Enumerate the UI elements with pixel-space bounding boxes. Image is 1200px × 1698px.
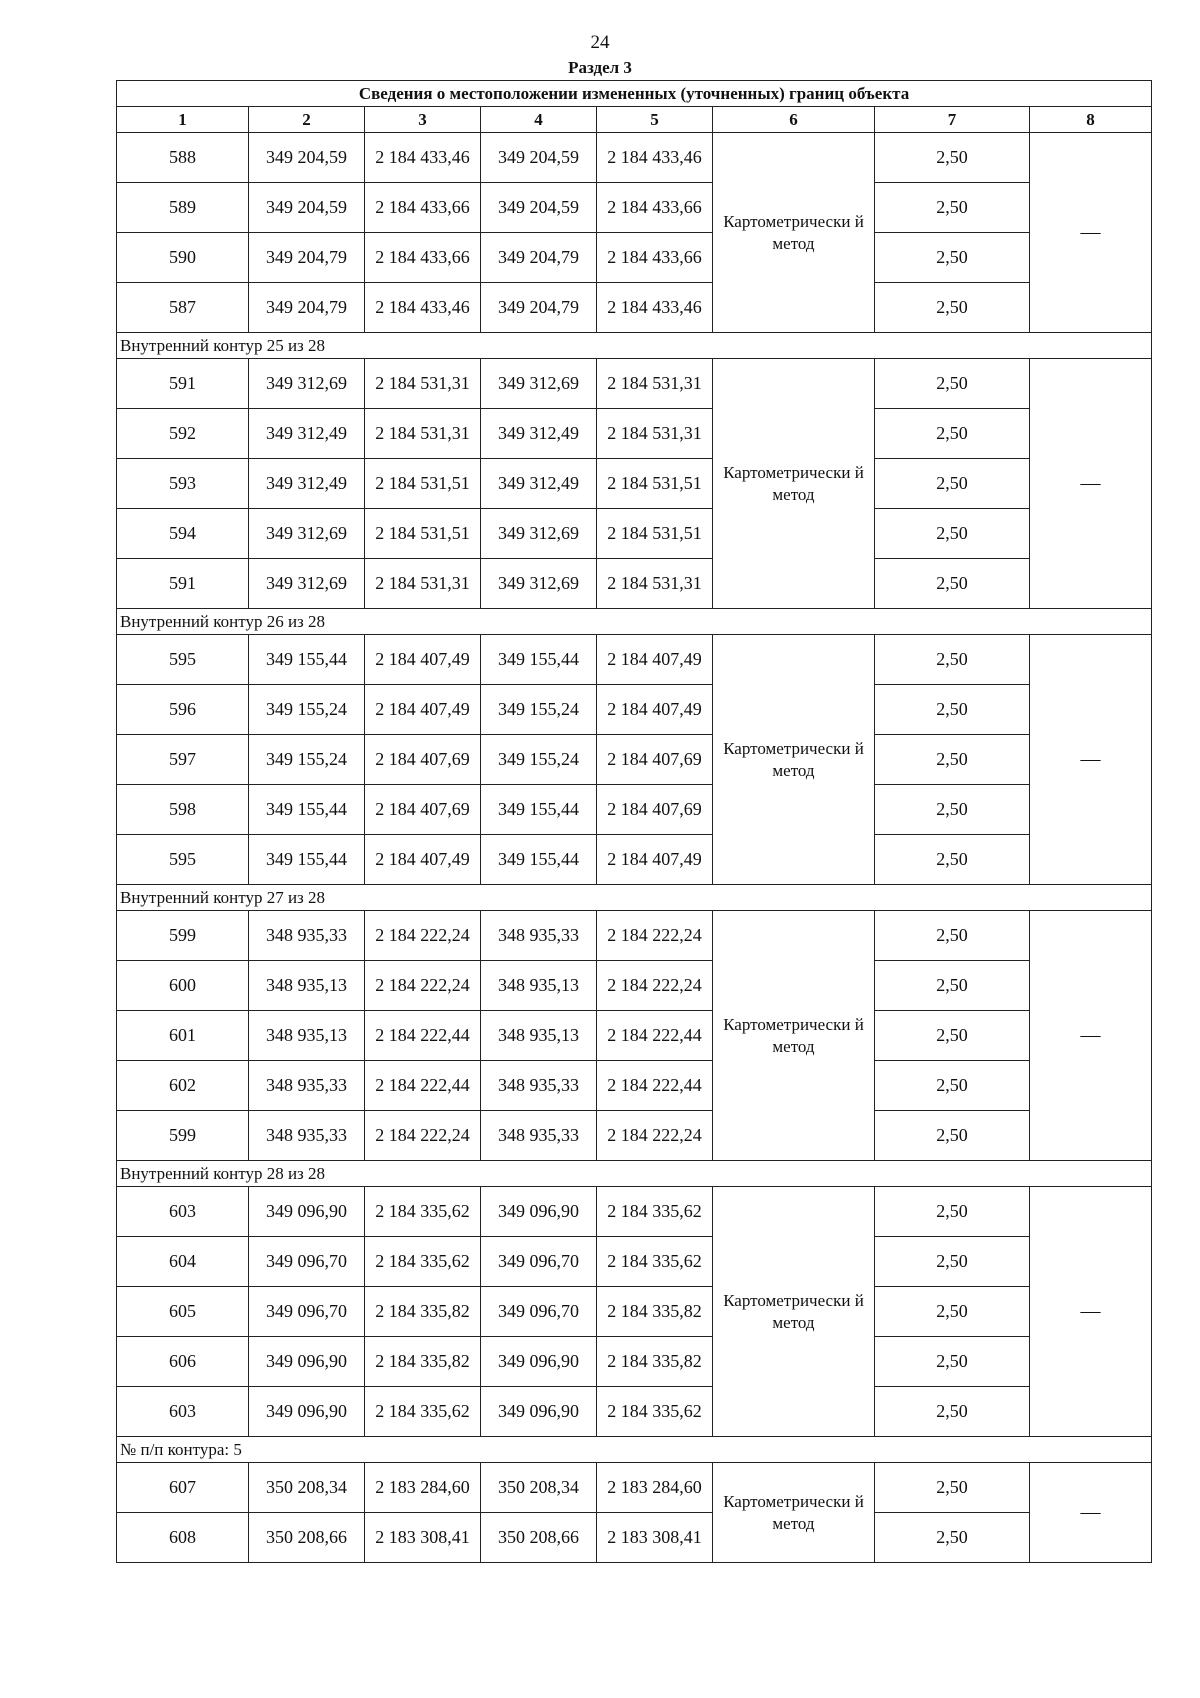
y-existing-cell: 2 184 335,62 [365, 1387, 481, 1437]
x-new-cell: 350 208,34 [481, 1463, 597, 1513]
y-existing-cell: 2 184 222,24 [365, 1111, 481, 1161]
y-new-cell: 2 184 433,66 [597, 183, 713, 233]
y-existing-cell: 2 183 284,60 [365, 1463, 481, 1513]
x-new-cell: 349 312,49 [481, 459, 597, 509]
y-new-cell: 2 184 407,49 [597, 635, 713, 685]
y-new-cell: 2 184 407,69 [597, 735, 713, 785]
x-existing-cell: 349 155,44 [249, 785, 365, 835]
table-row [117, 133, 1152, 183]
y-existing-cell: 2 183 308,41 [365, 1513, 481, 1563]
point-number-cell: 597 [117, 735, 249, 785]
method-cell: Картометрически й метод [713, 133, 875, 333]
x-new-cell: 348 935,13 [481, 1011, 597, 1061]
x-existing-cell: 349 312,69 [249, 509, 365, 559]
y-existing-cell: 2 184 531,31 [365, 559, 481, 609]
x-existing-cell: 349 096,90 [249, 1337, 365, 1387]
point-number-cell: 605 [117, 1287, 249, 1337]
point-number-cell: 587 [117, 283, 249, 333]
x-new-cell: 349 204,59 [481, 133, 597, 183]
point-number-cell: 591 [117, 359, 249, 409]
table-row [117, 835, 1152, 885]
y-existing-cell: 2 184 222,44 [365, 1011, 481, 1061]
table-row [117, 1513, 1152, 1563]
column-number: 8 [1030, 107, 1152, 133]
x-new-cell: 349 096,90 [481, 1387, 597, 1437]
point-number-cell: 592 [117, 409, 249, 459]
column-number: 7 [875, 107, 1030, 133]
coordinates-table [116, 80, 1152, 1563]
y-new-cell: 2 184 407,49 [597, 685, 713, 735]
y-new-cell: 2 184 222,44 [597, 1061, 713, 1111]
x-existing-cell: 349 204,59 [249, 183, 365, 233]
x-existing-cell: 349 155,24 [249, 735, 365, 785]
y-new-cell: 2 184 531,51 [597, 459, 713, 509]
x-existing-cell: 349 096,70 [249, 1287, 365, 1337]
y-existing-cell: 2 184 335,82 [365, 1337, 481, 1387]
table-row [117, 785, 1152, 835]
x-new-cell: 349 096,90 [481, 1187, 597, 1237]
y-existing-cell: 2 184 531,51 [365, 459, 481, 509]
y-existing-cell: 2 184 433,66 [365, 183, 481, 233]
y-new-cell: 2 184 335,82 [597, 1287, 713, 1337]
method-cell: Картометрически й метод [713, 635, 875, 885]
accuracy-cell: 2,50 [875, 459, 1030, 509]
x-new-cell: 349 155,44 [481, 785, 597, 835]
table-row [117, 559, 1152, 609]
description-cell: — [1030, 911, 1152, 1161]
x-existing-cell: 349 204,79 [249, 233, 365, 283]
column-number: 5 [597, 107, 713, 133]
x-existing-cell: 348 935,33 [249, 1111, 365, 1161]
x-new-cell: 349 312,69 [481, 359, 597, 409]
contour-label-row [117, 1161, 1152, 1187]
table-row [117, 961, 1152, 1011]
y-existing-cell: 2 184 222,24 [365, 961, 481, 1011]
description-cell: — [1030, 133, 1152, 333]
y-existing-cell: 2 184 407,49 [365, 835, 481, 885]
x-new-cell: 348 935,13 [481, 961, 597, 1011]
column-number: 1 [117, 107, 249, 133]
table-row [117, 1337, 1152, 1387]
table-row [117, 911, 1152, 961]
method-cell: Картометрически й метод [713, 1187, 875, 1437]
x-new-cell: 349 312,49 [481, 409, 597, 459]
y-existing-cell: 2 184 222,44 [365, 1061, 481, 1111]
x-existing-cell: 349 096,70 [249, 1237, 365, 1287]
x-existing-cell: 350 208,66 [249, 1513, 365, 1563]
table-row [117, 459, 1152, 509]
y-new-cell: 2 184 222,24 [597, 1111, 713, 1161]
table-caption: Сведения о местоположении измененных (уточненных) границ объекта [117, 81, 1152, 107]
table-row [117, 735, 1152, 785]
y-new-cell: 2 184 433,46 [597, 133, 713, 183]
table-row [117, 359, 1152, 409]
accuracy-cell: 2,50 [875, 509, 1030, 559]
x-existing-cell: 349 155,24 [249, 685, 365, 735]
x-new-cell: 349 312,69 [481, 559, 597, 609]
contour-label-row [117, 1437, 1152, 1463]
point-number-cell: 590 [117, 233, 249, 283]
column-number: 6 [713, 107, 875, 133]
column-number: 4 [481, 107, 597, 133]
x-existing-cell: 349 204,59 [249, 133, 365, 183]
description-cell: — [1030, 635, 1152, 885]
table-row [117, 1187, 1152, 1237]
x-new-cell: 348 935,33 [481, 1061, 597, 1111]
table-row [117, 685, 1152, 735]
point-number-cell: 591 [117, 559, 249, 609]
contour-label-row [117, 609, 1152, 635]
table-row [117, 233, 1152, 283]
x-existing-cell: 349 096,90 [249, 1387, 365, 1437]
accuracy-cell: 2,50 [875, 559, 1030, 609]
accuracy-cell: 2,50 [875, 835, 1030, 885]
table-row [117, 1463, 1152, 1513]
method-cell: Картометрически й метод [713, 1463, 875, 1563]
contour-label: Внутренний контур 28 из 28 [117, 1161, 1152, 1187]
description-cell: — [1030, 1463, 1152, 1563]
table-row [117, 509, 1152, 559]
table-row [117, 409, 1152, 459]
accuracy-cell: 2,50 [875, 1387, 1030, 1437]
y-existing-cell: 2 184 433,46 [365, 283, 481, 333]
y-existing-cell: 2 184 222,24 [365, 911, 481, 961]
point-number-cell: 606 [117, 1337, 249, 1387]
accuracy-cell: 2,50 [875, 1111, 1030, 1161]
accuracy-cell: 2,50 [875, 1463, 1030, 1513]
contour-label-row [117, 885, 1152, 911]
table-caption-row [117, 81, 1152, 107]
x-existing-cell: 348 935,13 [249, 961, 365, 1011]
point-number-cell: 598 [117, 785, 249, 835]
y-existing-cell: 2 184 407,49 [365, 685, 481, 735]
point-number-cell: 594 [117, 509, 249, 559]
y-existing-cell: 2 184 407,49 [365, 635, 481, 685]
accuracy-cell: 2,50 [875, 1061, 1030, 1111]
point-number-cell: 595 [117, 835, 249, 885]
x-new-cell: 350 208,66 [481, 1513, 597, 1563]
accuracy-cell: 2,50 [875, 685, 1030, 735]
y-new-cell: 2 184 407,69 [597, 785, 713, 835]
y-new-cell: 2 184 335,62 [597, 1237, 713, 1287]
table-row [117, 1287, 1152, 1337]
accuracy-cell: 2,50 [875, 1187, 1030, 1237]
point-number-cell: 599 [117, 911, 249, 961]
y-existing-cell: 2 184 335,62 [365, 1187, 481, 1237]
table-row [117, 1011, 1152, 1061]
contour-label: Внутренний контур 25 из 28 [117, 333, 1152, 359]
x-new-cell: 349 312,69 [481, 509, 597, 559]
point-number-cell: 600 [117, 961, 249, 1011]
y-new-cell: 2 184 222,24 [597, 911, 713, 961]
x-new-cell: 349 096,90 [481, 1337, 597, 1387]
contour-label: Внутренний контур 27 из 28 [117, 885, 1152, 911]
accuracy-cell: 2,50 [875, 635, 1030, 685]
x-existing-cell: 348 935,13 [249, 1011, 365, 1061]
x-new-cell: 349 204,79 [481, 283, 597, 333]
x-existing-cell: 349 312,69 [249, 359, 365, 409]
point-number-cell: 601 [117, 1011, 249, 1061]
description-cell: — [1030, 359, 1152, 609]
y-existing-cell: 2 184 531,51 [365, 509, 481, 559]
y-new-cell: 2 184 531,31 [597, 359, 713, 409]
description-cell: — [1030, 1187, 1152, 1437]
accuracy-cell: 2,50 [875, 1237, 1030, 1287]
accuracy-cell: 2,50 [875, 183, 1030, 233]
x-new-cell: 349 155,44 [481, 635, 597, 685]
accuracy-cell: 2,50 [875, 409, 1030, 459]
point-number-cell: 607 [117, 1463, 249, 1513]
x-existing-cell: 349 312,49 [249, 459, 365, 509]
accuracy-cell: 2,50 [875, 911, 1030, 961]
point-number-cell: 603 [117, 1187, 249, 1237]
x-new-cell: 349 096,70 [481, 1237, 597, 1287]
y-existing-cell: 2 184 407,69 [365, 785, 481, 835]
y-new-cell: 2 184 433,66 [597, 233, 713, 283]
table-row [117, 1387, 1152, 1437]
method-cell: Картометрически й метод [713, 359, 875, 609]
y-new-cell: 2 184 433,46 [597, 283, 713, 333]
x-new-cell: 349 204,79 [481, 233, 597, 283]
point-number-cell: 599 [117, 1111, 249, 1161]
accuracy-cell: 2,50 [875, 359, 1030, 409]
y-existing-cell: 2 184 335,62 [365, 1237, 481, 1287]
accuracy-cell: 2,50 [875, 785, 1030, 835]
y-new-cell: 2 183 284,60 [597, 1463, 713, 1513]
column-number: 3 [365, 107, 481, 133]
accuracy-cell: 2,50 [875, 1287, 1030, 1337]
y-new-cell: 2 184 335,62 [597, 1387, 713, 1437]
accuracy-cell: 2,50 [875, 133, 1030, 183]
contour-label: Внутренний контур 26 из 28 [117, 609, 1152, 635]
point-number-cell: 589 [117, 183, 249, 233]
point-number-cell: 593 [117, 459, 249, 509]
section-title: Раздел 3 [568, 58, 632, 77]
x-existing-cell: 349 312,49 [249, 409, 365, 459]
page-number: 24 [590, 32, 610, 53]
table-row [117, 1111, 1152, 1161]
y-existing-cell: 2 184 531,31 [365, 409, 481, 459]
x-new-cell: 349 155,24 [481, 735, 597, 785]
table-row [117, 283, 1152, 333]
x-existing-cell: 349 096,90 [249, 1187, 365, 1237]
y-new-cell: 2 184 531,31 [597, 409, 713, 459]
y-new-cell: 2 184 222,44 [597, 1011, 713, 1061]
x-new-cell: 349 204,59 [481, 183, 597, 233]
x-new-cell: 349 155,24 [481, 685, 597, 735]
y-new-cell: 2 183 308,41 [597, 1513, 713, 1563]
accuracy-cell: 2,50 [875, 233, 1030, 283]
point-number-cell: 602 [117, 1061, 249, 1111]
y-new-cell: 2 184 222,24 [597, 961, 713, 1011]
x-new-cell: 349 096,70 [481, 1287, 597, 1337]
accuracy-cell: 2,50 [875, 283, 1030, 333]
accuracy-cell: 2,50 [875, 735, 1030, 785]
y-new-cell: 2 184 407,49 [597, 835, 713, 885]
x-existing-cell: 349 155,44 [249, 835, 365, 885]
y-existing-cell: 2 184 433,66 [365, 233, 481, 283]
x-existing-cell: 348 935,33 [249, 911, 365, 961]
y-new-cell: 2 184 531,31 [597, 559, 713, 609]
x-new-cell: 348 935,33 [481, 911, 597, 961]
point-number-cell: 596 [117, 685, 249, 735]
method-cell: Картометрически й метод [713, 911, 875, 1161]
y-existing-cell: 2 184 335,82 [365, 1287, 481, 1337]
x-existing-cell: 349 312,69 [249, 559, 365, 609]
table-row [117, 183, 1152, 233]
x-existing-cell: 349 155,44 [249, 635, 365, 685]
point-number-cell: 595 [117, 635, 249, 685]
table-row [117, 635, 1152, 685]
y-existing-cell: 2 184 531,31 [365, 359, 481, 409]
y-existing-cell: 2 184 433,46 [365, 133, 481, 183]
x-existing-cell: 348 935,33 [249, 1061, 365, 1111]
y-existing-cell: 2 184 407,69 [365, 735, 481, 785]
column-number: 2 [249, 107, 365, 133]
point-number-cell: 604 [117, 1237, 249, 1287]
point-number-cell: 608 [117, 1513, 249, 1563]
x-existing-cell: 349 204,79 [249, 283, 365, 333]
y-new-cell: 2 184 531,51 [597, 509, 713, 559]
accuracy-cell: 2,50 [875, 1011, 1030, 1061]
table-body [117, 133, 1152, 1563]
table-row [117, 1237, 1152, 1287]
column-numbers-row [117, 107, 1152, 133]
x-new-cell: 348 935,33 [481, 1111, 597, 1161]
contour-label: № п/п контура: 5 [117, 1437, 1152, 1463]
contour-label-row [117, 333, 1152, 359]
y-new-cell: 2 184 335,82 [597, 1337, 713, 1387]
point-number-cell: 603 [117, 1387, 249, 1437]
point-number-cell: 588 [117, 133, 249, 183]
y-new-cell: 2 184 335,62 [597, 1187, 713, 1237]
x-existing-cell: 350 208,34 [249, 1463, 365, 1513]
accuracy-cell: 2,50 [875, 1513, 1030, 1563]
accuracy-cell: 2,50 [875, 1337, 1030, 1387]
accuracy-cell: 2,50 [875, 961, 1030, 1011]
x-new-cell: 349 155,44 [481, 835, 597, 885]
table-row [117, 1061, 1152, 1111]
